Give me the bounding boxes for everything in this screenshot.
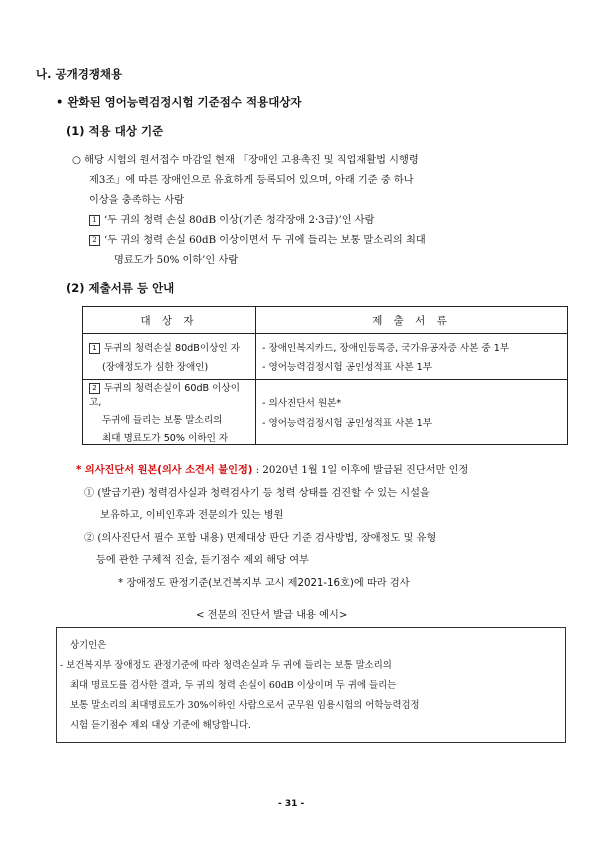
table-row bbox=[83, 380, 568, 445]
row2-target-line3: 최대 명료도가 50% 이하인 자 bbox=[102, 433, 229, 444]
row2-target-line2: 두귀에 들리는 보통 말소리의 bbox=[102, 415, 223, 426]
row2-doc-1: - 의사진단서 원본* bbox=[262, 398, 342, 409]
row2-target bbox=[83, 380, 256, 445]
row-number-box: 1 bbox=[89, 343, 100, 354]
subheading: • 완화된 영어능력검정시험 기준점수 적용대상자 bbox=[56, 95, 302, 109]
table-header-row bbox=[83, 307, 568, 334]
criteria-item-1 bbox=[89, 211, 374, 226]
section1-line1: ○ 해당 시험의 원서접수 마감일 현재 「장애인 고용촉진 및 직업재활법 시행령 bbox=[72, 155, 419, 166]
row1-target-line2: (장애정도가 심한 장애인) bbox=[102, 362, 209, 373]
table-row bbox=[83, 334, 568, 380]
row2-documents bbox=[256, 380, 568, 445]
section1-title: (1) 적용 대상 기준 bbox=[66, 124, 164, 138]
note-star-text: : 2020년 1월 1일 이후에 발급된 진단서만 인정 bbox=[255, 465, 469, 476]
row1-target bbox=[83, 334, 256, 380]
row-number-box: 2 bbox=[89, 383, 100, 394]
note-condition-1: ① (발급기관) 청력검사실과 청력검사기 등 청력 상태를 검진할 수 있는 시설을 bbox=[84, 488, 430, 499]
note-star-line bbox=[76, 461, 468, 476]
documents-table bbox=[82, 306, 568, 445]
criteria-item-1-text: ‘두 귀의 청력 손실 80dB 이상(기존 청각장애 2·3급)’인 사람 bbox=[104, 215, 375, 226]
criteria-item-2 bbox=[89, 231, 426, 246]
section1-line3: 이상을 충족하는 사람 bbox=[89, 195, 185, 206]
row1-documents bbox=[256, 334, 568, 380]
section1-line2: 제3조」에 따른 장애인으로 유효하게 등록되어 있으며, 아래 기준 중 하나 bbox=[89, 175, 414, 186]
row2-doc-2: - 영어능력검정시험 공인성적표 사본 1부 bbox=[262, 418, 433, 429]
note-star-label: * 의사진단서 원본(의사 소견서 불인정) bbox=[76, 465, 253, 476]
note-condition-3: * 장애정도 판정기준(보건복지부 고시 제2021-16호)에 따라 검사 bbox=[118, 578, 410, 589]
criteria-item-2-text: ‘두 귀의 청력 손실 60dB 이상이면서 두 귀에 들리는 보통 말소리의 최대 bbox=[104, 235, 426, 246]
note-condition-2-cont: 등에 관한 구체적 진술, 듣기점수 제외 해당 여부 bbox=[96, 555, 309, 566]
example-caption: < 전문의 진단서 발급 내용 예시> bbox=[196, 610, 348, 621]
item-number-box: 2 bbox=[89, 235, 100, 246]
item-number-box: 1 bbox=[89, 215, 100, 226]
header-target: 대 상 자 bbox=[83, 307, 256, 334]
example-line4: 보통 말소리의 최대명료도가 30%이하인 사람으로서 군무원 임용시험의 어학능력검정 bbox=[70, 700, 420, 711]
note-condition-1-cont: 보유하고, 이비인후과 전문의가 있는 병원 bbox=[100, 510, 284, 521]
section2-title: (2) 제출서류 등 안내 bbox=[66, 281, 175, 295]
header-documents: 제 출 서 류 bbox=[256, 307, 568, 334]
row2-target-line1: 두귀의 청력손실이 60dB 이상이고, bbox=[89, 383, 240, 408]
page-number: - 31 - bbox=[278, 799, 305, 809]
example-line1: 상기인은 bbox=[70, 640, 107, 651]
example-line2: - 보건복지부 장애정도 관정기준에 따라 청력손실과 두 귀에 들리는 보통 말소리의 bbox=[60, 660, 392, 671]
row1-target-line1: 두귀의 청력손실 80dB이상인 자 bbox=[104, 343, 240, 354]
row1-doc-1: - 장애인복지카드, 장애인등록증, 국가유공자증 사본 중 1부 bbox=[262, 343, 510, 354]
example-line3: 최대 명료도를 검사한 결과, 두 귀의 청력 손실이 60dB 이상이며 두 귀에 들리는 bbox=[70, 680, 397, 691]
section-heading: 나. 공개경쟁채용 bbox=[36, 67, 123, 81]
note-condition-2: ② (의사진단서 필수 포함 내용) 면제대상 판단 기준 검사방법, 장애정도 및 유형 bbox=[84, 533, 437, 544]
criteria-item-2-cont: 명료도가 50% 이하’인 사람 bbox=[114, 255, 239, 266]
example-line5: 시험 듣기점수 제외 대상 기준에 해당합니다. bbox=[70, 720, 251, 731]
row1-doc-2: - 영어능력검정시험 공인성적표 사본 1부 bbox=[262, 362, 433, 373]
